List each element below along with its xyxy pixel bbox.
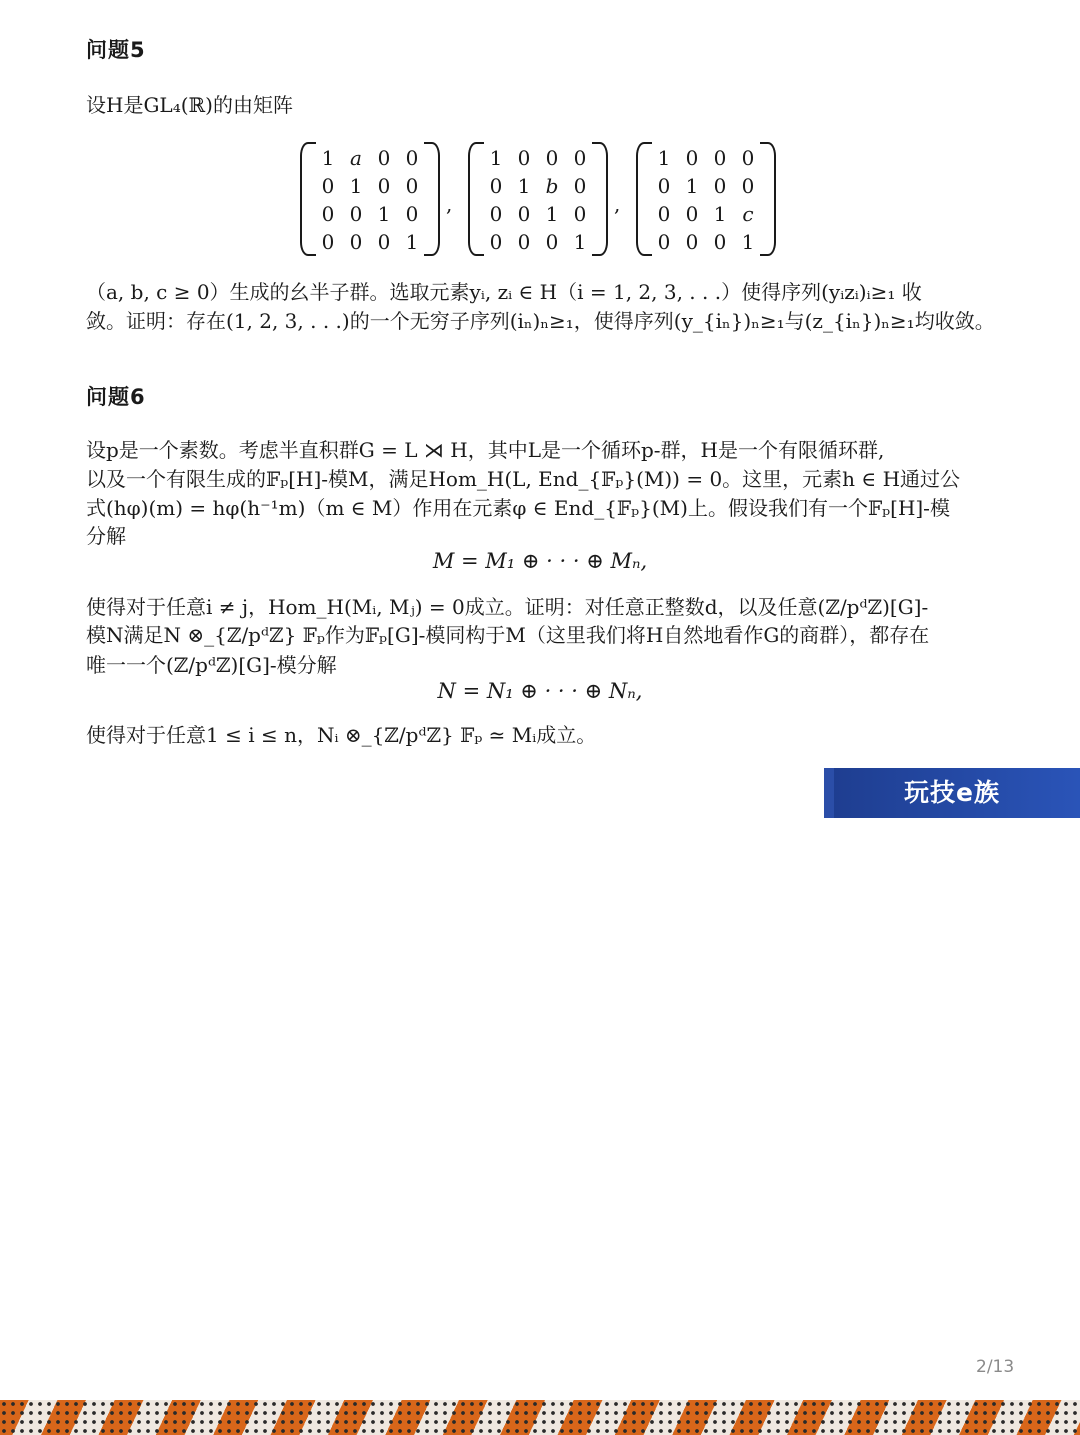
matrix-cell: 0: [685, 230, 699, 254]
problem5-line1: （a, b, c ≥ 0）生成的幺半子群。选取元素yᵢ, zᵢ ∈ H（i = 1, 2, 3, . . .）使得序列(yᵢzᵢ)ᵢ≥₁ 收: [86, 280, 922, 304]
matrix-cell: 0: [517, 230, 531, 254]
problem6-line8: 使得对于任意1 ≤ i ≤ n，Nᵢ ⊗_{ℤ/pᵈℤ} 𝔽ₚ ≃ Mᵢ成立。: [86, 723, 597, 747]
matrix-cell: 0: [713, 146, 727, 170]
matrix-cell: 0: [405, 202, 419, 226]
matrix-cell: 0: [489, 174, 503, 198]
matrix-cell: 1: [517, 174, 531, 198]
matrix-cell: 0: [741, 174, 755, 198]
problem6-line3: 式(hφ)(m) = hφ(h⁻¹m)（m ∈ M）作用在元素φ ∈ End_{𝔽ₚ}(M)上。假设我们有一个𝔽ₚ[H]-模: [86, 496, 950, 520]
matrix-cell: 0: [321, 202, 335, 226]
matrix-cell: 0: [517, 146, 531, 170]
matrix-cell: 1: [377, 202, 391, 226]
matrix-a-entries: [314, 144, 426, 256]
problem6-line1: 设p是一个素数。考虑半直积群G = L ⋊ H，其中L是一个循环p-群，H是一个有限循环群,: [86, 438, 885, 462]
matrix-cell: 1: [657, 146, 671, 170]
matrix-cell: 0: [545, 230, 559, 254]
matrix-cell: 0: [321, 174, 335, 198]
matrix-cell: 0: [405, 174, 419, 198]
matrix-cell: 0: [377, 146, 391, 170]
matrix-cell: a: [350, 146, 362, 170]
problem5-line2: 敛。证明：存在(1, 2, 3, . . .)的一个无穷子序列(iₙ)ₙ≥₁，使得序列(y_{iₙ})ₙ≥₁与(z_{iₙ})ₙ≥₁均收敛。: [86, 309, 995, 333]
matrix-cell: 0: [405, 146, 419, 170]
problem6-line4: 分解: [86, 524, 126, 548]
decorative-bottom-border: [0, 1400, 1080, 1435]
matrix-cell: 1: [545, 202, 559, 226]
matrix-cell: 0: [657, 174, 671, 198]
matrix-c-entries: [650, 144, 762, 256]
matrix-cell: 0: [573, 202, 587, 226]
matrix-cell: 1: [405, 230, 419, 254]
matrix-a: [300, 140, 440, 256]
matrix-cell: 1: [573, 230, 587, 254]
equation-n-decomposition: N = N₁ ⊕ · · · ⊕ Nₙ,: [437, 679, 643, 703]
problem6-line6: 模N满足N ⊗_{ℤ/pᵈℤ} 𝔽ₚ作为𝔽ₚ[G]-模同构于M（这里我们将H自然地看作G的商群），都存在: [86, 623, 930, 647]
matrix-cell: 1: [321, 146, 335, 170]
matrix-separator: ,: [614, 192, 621, 216]
matrix-cell: 0: [489, 230, 503, 254]
matrix-cell: 0: [657, 202, 671, 226]
page-number: 2/13: [976, 1357, 1015, 1377]
matrix-cell: 0: [573, 174, 587, 198]
matrix-separator: ,: [446, 192, 453, 216]
matrix-group: [300, 140, 780, 256]
problem6-line2: 以及一个有限生成的𝔽ₚ[H]-模M，满足Hom_H(L, End_{𝔽ₚ}(M)) = 0。这里，元素h ∈ H通过公: [86, 467, 961, 491]
matrix-cell: 0: [713, 230, 727, 254]
matrix-cell: b: [545, 174, 559, 198]
matrix-b: [468, 140, 608, 256]
matrix-cell: 1: [489, 146, 503, 170]
matrix-cell: 0: [377, 174, 391, 198]
matrix-cell: 0: [349, 202, 363, 226]
problem5-title: 问题5: [86, 38, 146, 62]
problem5-intro: 设H是GL₄(ℝ)的由矩阵: [86, 93, 293, 117]
matrix-cell: 1: [713, 202, 727, 226]
matrix-cell: 0: [657, 230, 671, 254]
matrix-cell: 0: [377, 230, 391, 254]
matrix-cell: 0: [741, 146, 755, 170]
matrix-cell: 0: [545, 146, 559, 170]
brand-logo: 玩技e族: [824, 768, 1080, 818]
matrix-cell: 0: [489, 202, 503, 226]
matrix-cell: 0: [321, 230, 335, 254]
problem6-line5: 使得对于任意i ≠ j，Hom_H(Mᵢ, Mⱼ) = 0成立。证明：对任意正整数d，以及任意(ℤ/pᵈℤ)[G]-: [86, 595, 929, 619]
matrix-cell: 0: [685, 202, 699, 226]
matrix-b-entries: [482, 144, 594, 256]
matrix-cell: 1: [685, 174, 699, 198]
matrix-cell: 0: [685, 146, 699, 170]
matrix-cell: 0: [713, 174, 727, 198]
matrix-cell: 1: [349, 174, 363, 198]
equation-m-decomposition: M = M₁ ⊕ · · · ⊕ Mₙ,: [432, 549, 648, 573]
matrix-cell: 0: [573, 146, 587, 170]
matrix-cell: c: [742, 202, 754, 226]
matrix-cell: 0: [349, 230, 363, 254]
problem6-title: 问题6: [86, 385, 146, 409]
matrix-c: [636, 140, 776, 256]
matrix-cell: 1: [741, 230, 755, 254]
matrix-cell: 0: [517, 202, 531, 226]
problem6-line7: 唯一一个(ℤ/pᵈℤ)[G]-模分解: [86, 653, 337, 677]
